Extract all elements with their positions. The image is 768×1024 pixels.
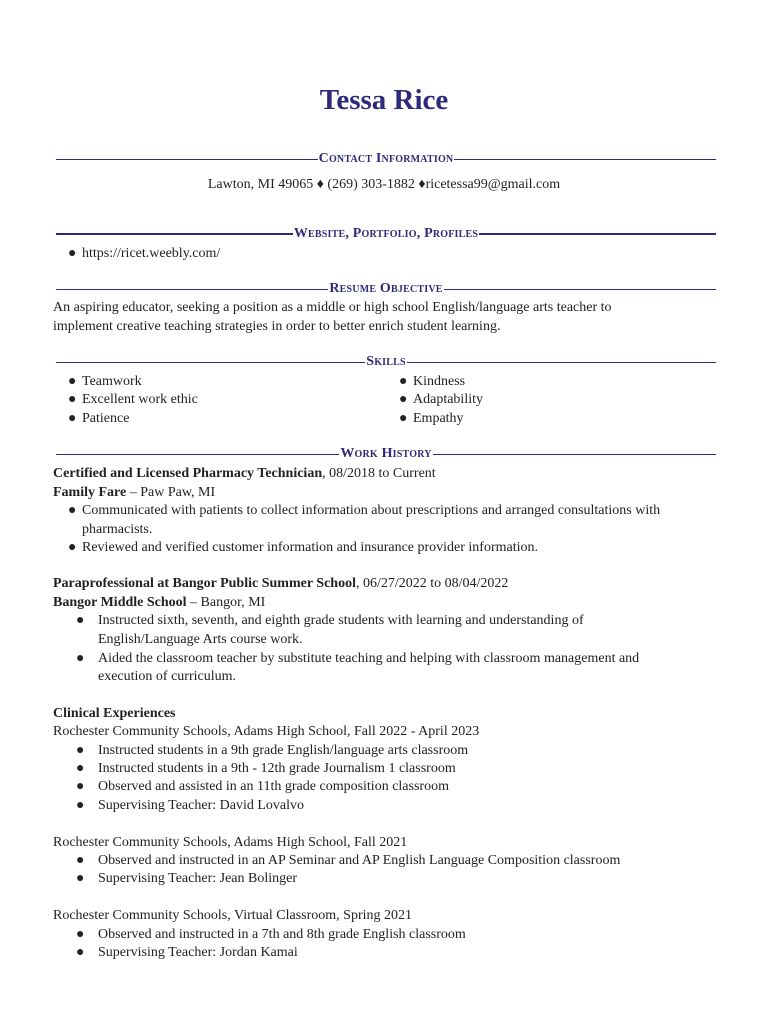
placement-heading: Rochester Community Schools, Virtual Classroom, Spring 2021	[53, 908, 413, 923]
contact-phone: (269) 303-1882	[327, 177, 415, 192]
contact-line	[0, 176, 768, 194]
list-item: ● Communicated with patients to collect information about prescriptions and arranged consultations with	[68, 503, 661, 518]
list-item: ● Instructed students in a 9th grade English/language arts classroom	[76, 743, 469, 758]
bullet-icon: ●	[68, 374, 77, 389]
bullet-icon: ●	[76, 927, 85, 942]
bullet-icon: ●	[399, 411, 408, 426]
work-heading-label: Work History	[340, 446, 432, 461]
heading-rule-right	[444, 289, 716, 290]
contact-separator-icon: ♦	[418, 177, 426, 192]
objective-line-2: implement creative teaching strategies in order to better enrich student learning.	[53, 319, 501, 334]
skill-item: ● Adaptability	[399, 392, 483, 407]
bullet-icon: ●	[76, 945, 85, 960]
bullet-icon: ●	[76, 651, 85, 666]
candidate-name: Tessa Rice	[319, 84, 449, 116]
list-item: ● Supervising Teacher: Jordan Kamai	[76, 945, 298, 960]
list-item: ● Observed and assisted in an 11th grade composition classroom	[76, 779, 449, 794]
website-heading-label: Website, Portfolio, Profiles	[293, 226, 479, 241]
list-item-continuation: pharmacists.	[82, 522, 153, 537]
contact-heading	[56, 151, 716, 167]
employer-line	[53, 484, 215, 502]
clinical-title: Clinical Experiences	[53, 706, 176, 721]
list-item: ● Reviewed and verified customer information and insurance provider information.	[68, 540, 539, 555]
website-item	[68, 245, 220, 263]
objective-heading-label: Resume Objective	[329, 281, 443, 296]
contact-location: Lawton, MI 49065	[207, 177, 314, 192]
bullet-icon: ●	[399, 374, 408, 389]
skills-heading-label: Skills	[366, 354, 406, 369]
website-heading	[56, 226, 716, 242]
list-item-continuation: English/Language Arts course work.	[98, 632, 303, 647]
job-title: Certified and Licensed Pharmacy Technician	[53, 466, 323, 481]
bullet-icon: ●	[68, 392, 77, 407]
job-dates: , 08/2018 to Current	[322, 466, 436, 481]
heading-rule-left	[56, 454, 339, 455]
bullet-icon: ●	[76, 743, 85, 758]
job-dates: , 06/27/2022 to 08/04/2022	[355, 576, 509, 591]
objective-line-1: An aspiring educator, seeking a position as a middle or high school English/language arts teacher to	[53, 300, 612, 315]
employer-name: Family Fare	[53, 485, 127, 500]
list-item: ● Observed and instructed in a 7th and 8th grade English classroom	[76, 927, 466, 942]
heading-rule-right	[479, 233, 716, 235]
job-title: Paraprofessional at Bangor Public Summer School	[53, 576, 356, 591]
skill-item: ● Empathy	[399, 411, 464, 426]
work-heading	[56, 446, 716, 462]
contact-separator-icon: ♦	[316, 177, 324, 192]
job-title-line	[53, 575, 508, 593]
employer-location: – Bangor, MI	[186, 595, 266, 610]
bullet-icon: ●	[68, 246, 77, 261]
heading-rule-right	[454, 159, 716, 160]
list-item: ● Instructed sixth, seventh, and eighth grade students with learning and understanding of	[76, 613, 584, 628]
bullet-icon: ●	[68, 540, 77, 555]
list-item: ● Instructed students in a 9th - 12th grade Journalism 1 classroom	[76, 761, 456, 776]
heading-rule-right	[407, 362, 716, 363]
contact-heading-label: Contact Information	[318, 151, 454, 166]
list-item-continuation: execution of curriculum.	[98, 669, 237, 684]
contact-email[interactable]: ricetessa99@gmail.com	[425, 177, 561, 192]
heading-rule-left	[56, 289, 328, 290]
bullet-icon: ●	[76, 871, 85, 886]
website-link[interactable]: https://ricet.weebly.com/	[82, 246, 221, 261]
skills-heading	[56, 354, 716, 370]
bullet-icon: ●	[76, 761, 85, 776]
skill-item: ● Excellent work ethic	[68, 392, 198, 407]
bullet-icon: ●	[76, 779, 85, 794]
bullet-icon: ●	[76, 798, 85, 813]
bullet-icon: ●	[68, 411, 77, 426]
heading-rule-left	[56, 233, 293, 235]
placement-heading: Rochester Community Schools, Adams High School, Fall 2021	[53, 835, 408, 850]
employer-location: – Paw Paw, MI	[126, 485, 216, 500]
bullet-icon: ●	[76, 613, 85, 628]
bullet-icon: ●	[68, 503, 77, 518]
objective-heading	[56, 281, 716, 297]
heading-rule-left	[56, 362, 365, 363]
list-item: ● Supervising Teacher: David Lovalvo	[76, 798, 304, 813]
skill-item: ● Patience	[68, 411, 130, 426]
bullet-icon: ●	[76, 853, 85, 868]
skill-item: ● Teamwork	[68, 374, 142, 389]
placement-heading: Rochester Community Schools, Adams High School, Fall 2022 - April 2023	[53, 724, 480, 739]
employer-line	[53, 594, 265, 612]
list-item: ● Observed and instructed in an AP Seminar and AP English Language Composition classroom	[76, 853, 621, 868]
heading-rule-left	[56, 159, 318, 160]
list-item: ● Aided the classroom teacher by substitute teaching and helping with classroom management and	[76, 651, 640, 666]
bullet-icon: ●	[399, 392, 408, 407]
list-item: ● Supervising Teacher: Jean Bolinger	[76, 871, 297, 886]
job-title-line	[53, 465, 436, 483]
heading-rule-right	[433, 454, 716, 455]
employer-name: Bangor Middle School	[53, 595, 187, 610]
skill-item: ● Kindness	[399, 374, 466, 389]
